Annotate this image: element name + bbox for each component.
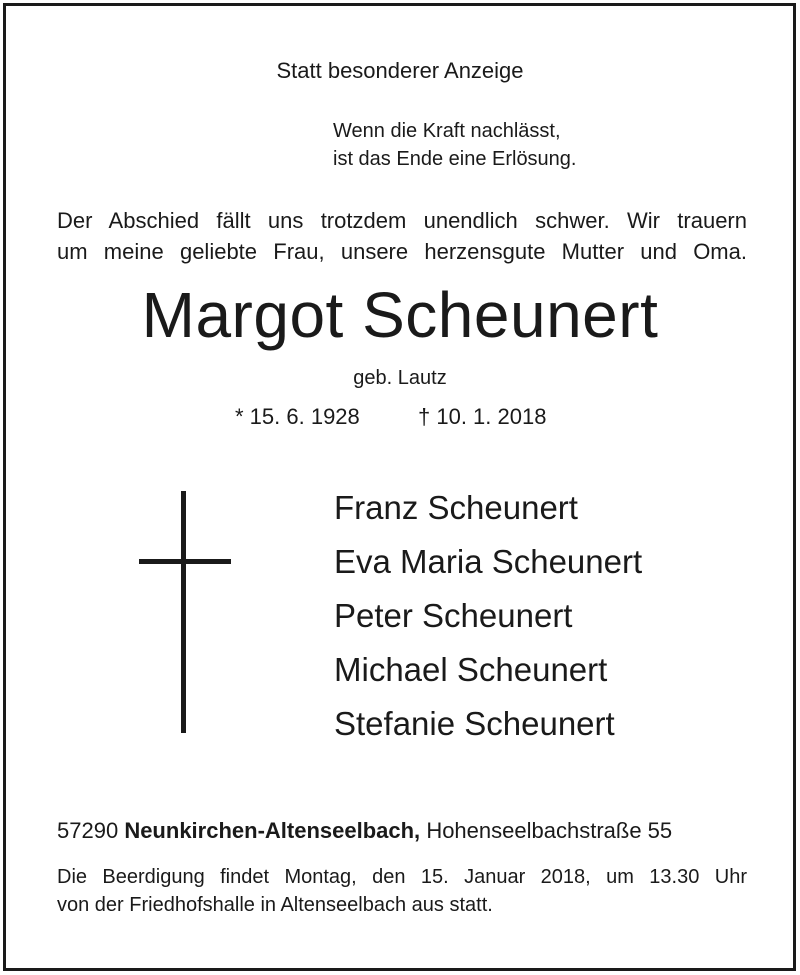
family-list bbox=[334, 485, 642, 755]
funeral-line-2: von der Friedhofshalle in Altenseelbach aus statt. bbox=[57, 894, 493, 916]
family-member: Franz Scheunert bbox=[334, 489, 578, 526]
intro-line-1: Der Abschied fällt uns trotzdem unendlich schwer. Wir trauern bbox=[57, 208, 747, 233]
quote-line-1: Wenn die Kraft nachlässt, bbox=[333, 120, 561, 142]
funeral-info bbox=[57, 863, 747, 919]
family-member: Michael Scheunert bbox=[334, 651, 608, 688]
birth-date: * 15. 6. 1928 bbox=[235, 404, 360, 429]
intro-line-2: um meine geliebte Frau, unsere herzensgute Mutter und Oma. bbox=[57, 239, 747, 264]
address-street: Hohenseelbachstraße 55 bbox=[426, 818, 673, 843]
deceased-name: Margot Scheunert bbox=[141, 279, 659, 351]
maiden-name: geb. Lautz bbox=[353, 367, 447, 389]
address-city: Neunkirchen-Altenseelbach, bbox=[124, 818, 421, 843]
intro-text bbox=[57, 205, 747, 267]
cross-vertical-bar bbox=[181, 491, 186, 733]
family-member: Eva Maria Scheunert bbox=[334, 543, 643, 580]
quote-line-2: ist das Ende eine Erlösung. bbox=[333, 148, 577, 170]
funeral-line-1: Die Beerdigung findet Montag, den 15. Januar 2018, um 13.30 Uhr bbox=[57, 866, 747, 888]
family-member: Stefanie Scheunert bbox=[334, 705, 615, 742]
notice-heading: Statt besonderer Anzeige bbox=[276, 58, 524, 83]
address-line bbox=[57, 818, 672, 844]
death-date: † 10. 1. 2018 bbox=[418, 404, 547, 429]
family-member: Peter Scheunert bbox=[334, 597, 573, 634]
address-postcode: 57290 bbox=[57, 818, 119, 843]
cross-horizontal-bar bbox=[139, 559, 231, 564]
